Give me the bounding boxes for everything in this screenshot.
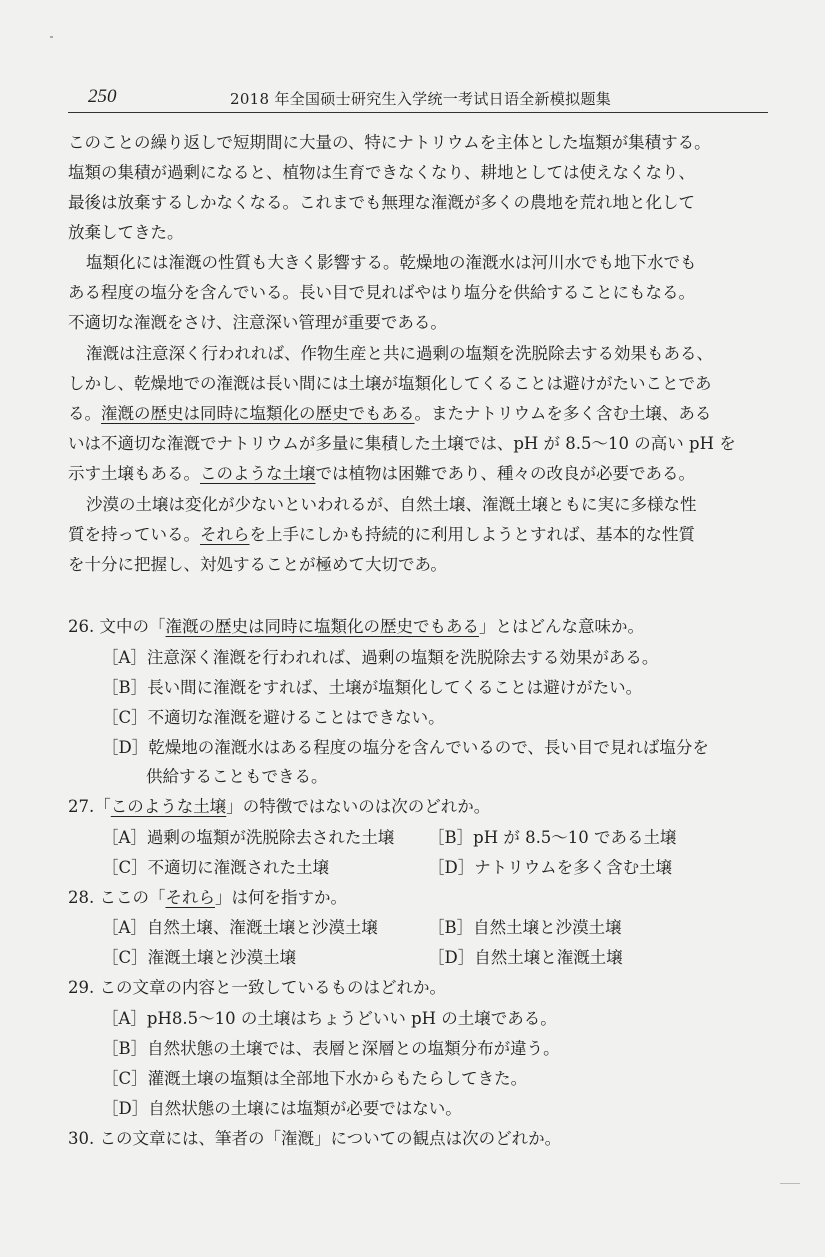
page-header: [68, 86, 768, 113]
option-27-d: ［D］ナトリウムを多く含む土壌: [428, 858, 673, 877]
question-27: 27.「このような土壌」の特徴ではないのは次のどれか。: [68, 797, 491, 816]
underlined-phrase: それら: [200, 525, 250, 544]
option-26-a: ［A］注意深く潅漑を行われれば、過剰の塩類を洗脱除去する効果がある。: [102, 648, 659, 667]
question-29: 29. この文章の内容と一致しているものはどれか。: [68, 978, 446, 997]
option-29-c: ［C］灌漑土壌の塩類は全部地下水からもたらしてきた。: [102, 1069, 528, 1088]
passage-line: 不適切な潅漑をさけ、注意深い管理が重要である。: [68, 313, 447, 332]
passage-line: 潅漑は注意深く行われれば、作物生産と共に過剰の塩類を洗脱除去する効果もある、: [86, 344, 713, 363]
passage-line: 放棄してきた。: [68, 223, 184, 242]
option-29-d: ［D］自然状態の土壌には塩類が必要ではない。: [102, 1099, 462, 1118]
passage-line: 塩類の集積が過剰になると、植物は生育できなくなり、耕地としては使えなくなり、: [68, 163, 695, 182]
passage-line: 最後は放棄するしかなくなる。これまでも無理な潅漑が多くの農地を荒れ地と化して: [68, 193, 695, 212]
option-26-c: ［C］不適切な潅漑を避けることはできない。: [102, 708, 445, 727]
question-26: 26. 文中の「潅漑の歴史は同時に塩類化の歴史でもある」とはどんな意味か。: [68, 617, 644, 636]
passage-line: 質を持っている。それらを上手にしかも持続的に利用しようとすれば、基本的な性質: [68, 525, 695, 544]
passage-line: 示す土壌もある。このような土壌では植物は困難であり、種々の改良が必要である。: [68, 464, 695, 483]
option-28-d: ［D］自然土壌と潅漑土壌: [428, 948, 623, 967]
option-27-b: ［B］pH が 8.5～10 である土壌: [428, 828, 677, 847]
option-27-c: ［C］不適切に潅漑された土壌: [102, 858, 330, 877]
passage-line: 塩類化には潅漑の性質も大きく影響する。乾燥地の潅漑水は河川水でも地下水でも: [86, 253, 697, 272]
option-26-d-continued: 供給することもできる。: [146, 767, 328, 786]
underlined-phrase: このような土壌: [200, 464, 316, 483]
scan-edge-mark: [780, 1183, 800, 1184]
passage-line: このことの繰り返しで短期間に大量の、特にナトリウムを主体とした塩類が集積する。: [68, 133, 711, 152]
passage-line: 沙漠の土壌は変化が少ないといわれるが、自然土壌、潅漑土壌ともに実に多様な性: [86, 495, 697, 514]
underlined-phrase: それら: [165, 888, 215, 907]
passage-line: る。潅漑の歴史は同時に塩類化の歴史でもある。またナトリウムを多く含む土壌、ある: [68, 404, 712, 423]
question-30: 30. この文章には、筆者の「潅漑」についての観点は次のどれか。: [68, 1129, 562, 1148]
book-title: 2018 年全国硕士研究生入学统一考试日语全新模拟题集: [230, 90, 612, 108]
option-28-c: ［C］潅漑土壌と沙漠土壌: [102, 948, 297, 967]
option-26-b: ［B］長い間に潅漑をすれば、土壌が塩類化してくることは避けがたい。: [102, 678, 643, 697]
underlined-phrase: 潅漑の歴史は同時に塩類化の歴史でもある: [165, 617, 479, 636]
option-28-a: ［A］自然土壌、潅漑土壌と沙漠土壌: [102, 918, 378, 937]
passage-line: を十分に把握し、対処することが極めて大切であ。: [68, 555, 447, 574]
option-29-a: ［A］pH8.5～10 の土壌はちょうどいい pH の土壌である。: [102, 1009, 557, 1028]
page-number: 250: [88, 86, 117, 107]
option-26-d: ［D］乾燥地の潅漑水はある程度の塩分を含んでいるので、長い目で見れば塩分を: [102, 738, 709, 757]
passage-line: しかし、乾燥地での潅漑は長い間には土壌が塩類化してくることは避けがたいことであ: [68, 374, 712, 393]
option-28-b: ［B］自然土壌と沙漠土壌: [428, 918, 622, 937]
underlined-phrase: 潅漑の歴史は同時に塩類化の歴史でもある: [101, 404, 415, 423]
option-27-a: ［A］過剰の塩類が洗脱除去された土壌: [102, 828, 395, 847]
question-28: 28. ここの「それら」は何を指すか。: [68, 888, 347, 907]
scan-speck: [50, 36, 53, 38]
option-29-b: ［B］自然状態の土壌では、表層と深層との塩類分布が違う。: [102, 1039, 560, 1058]
passage-line: いは不適切な潅漑でナトリウムが多量に集積した土壌では、pH が 8.5～10 の高い pH を: [68, 434, 736, 453]
passage-line: ある程度の塩分を含んでいる。長い目で見ればやはり塩分を供給することにもなる。: [68, 283, 695, 302]
underlined-phrase: このような土壌: [110, 797, 227, 816]
